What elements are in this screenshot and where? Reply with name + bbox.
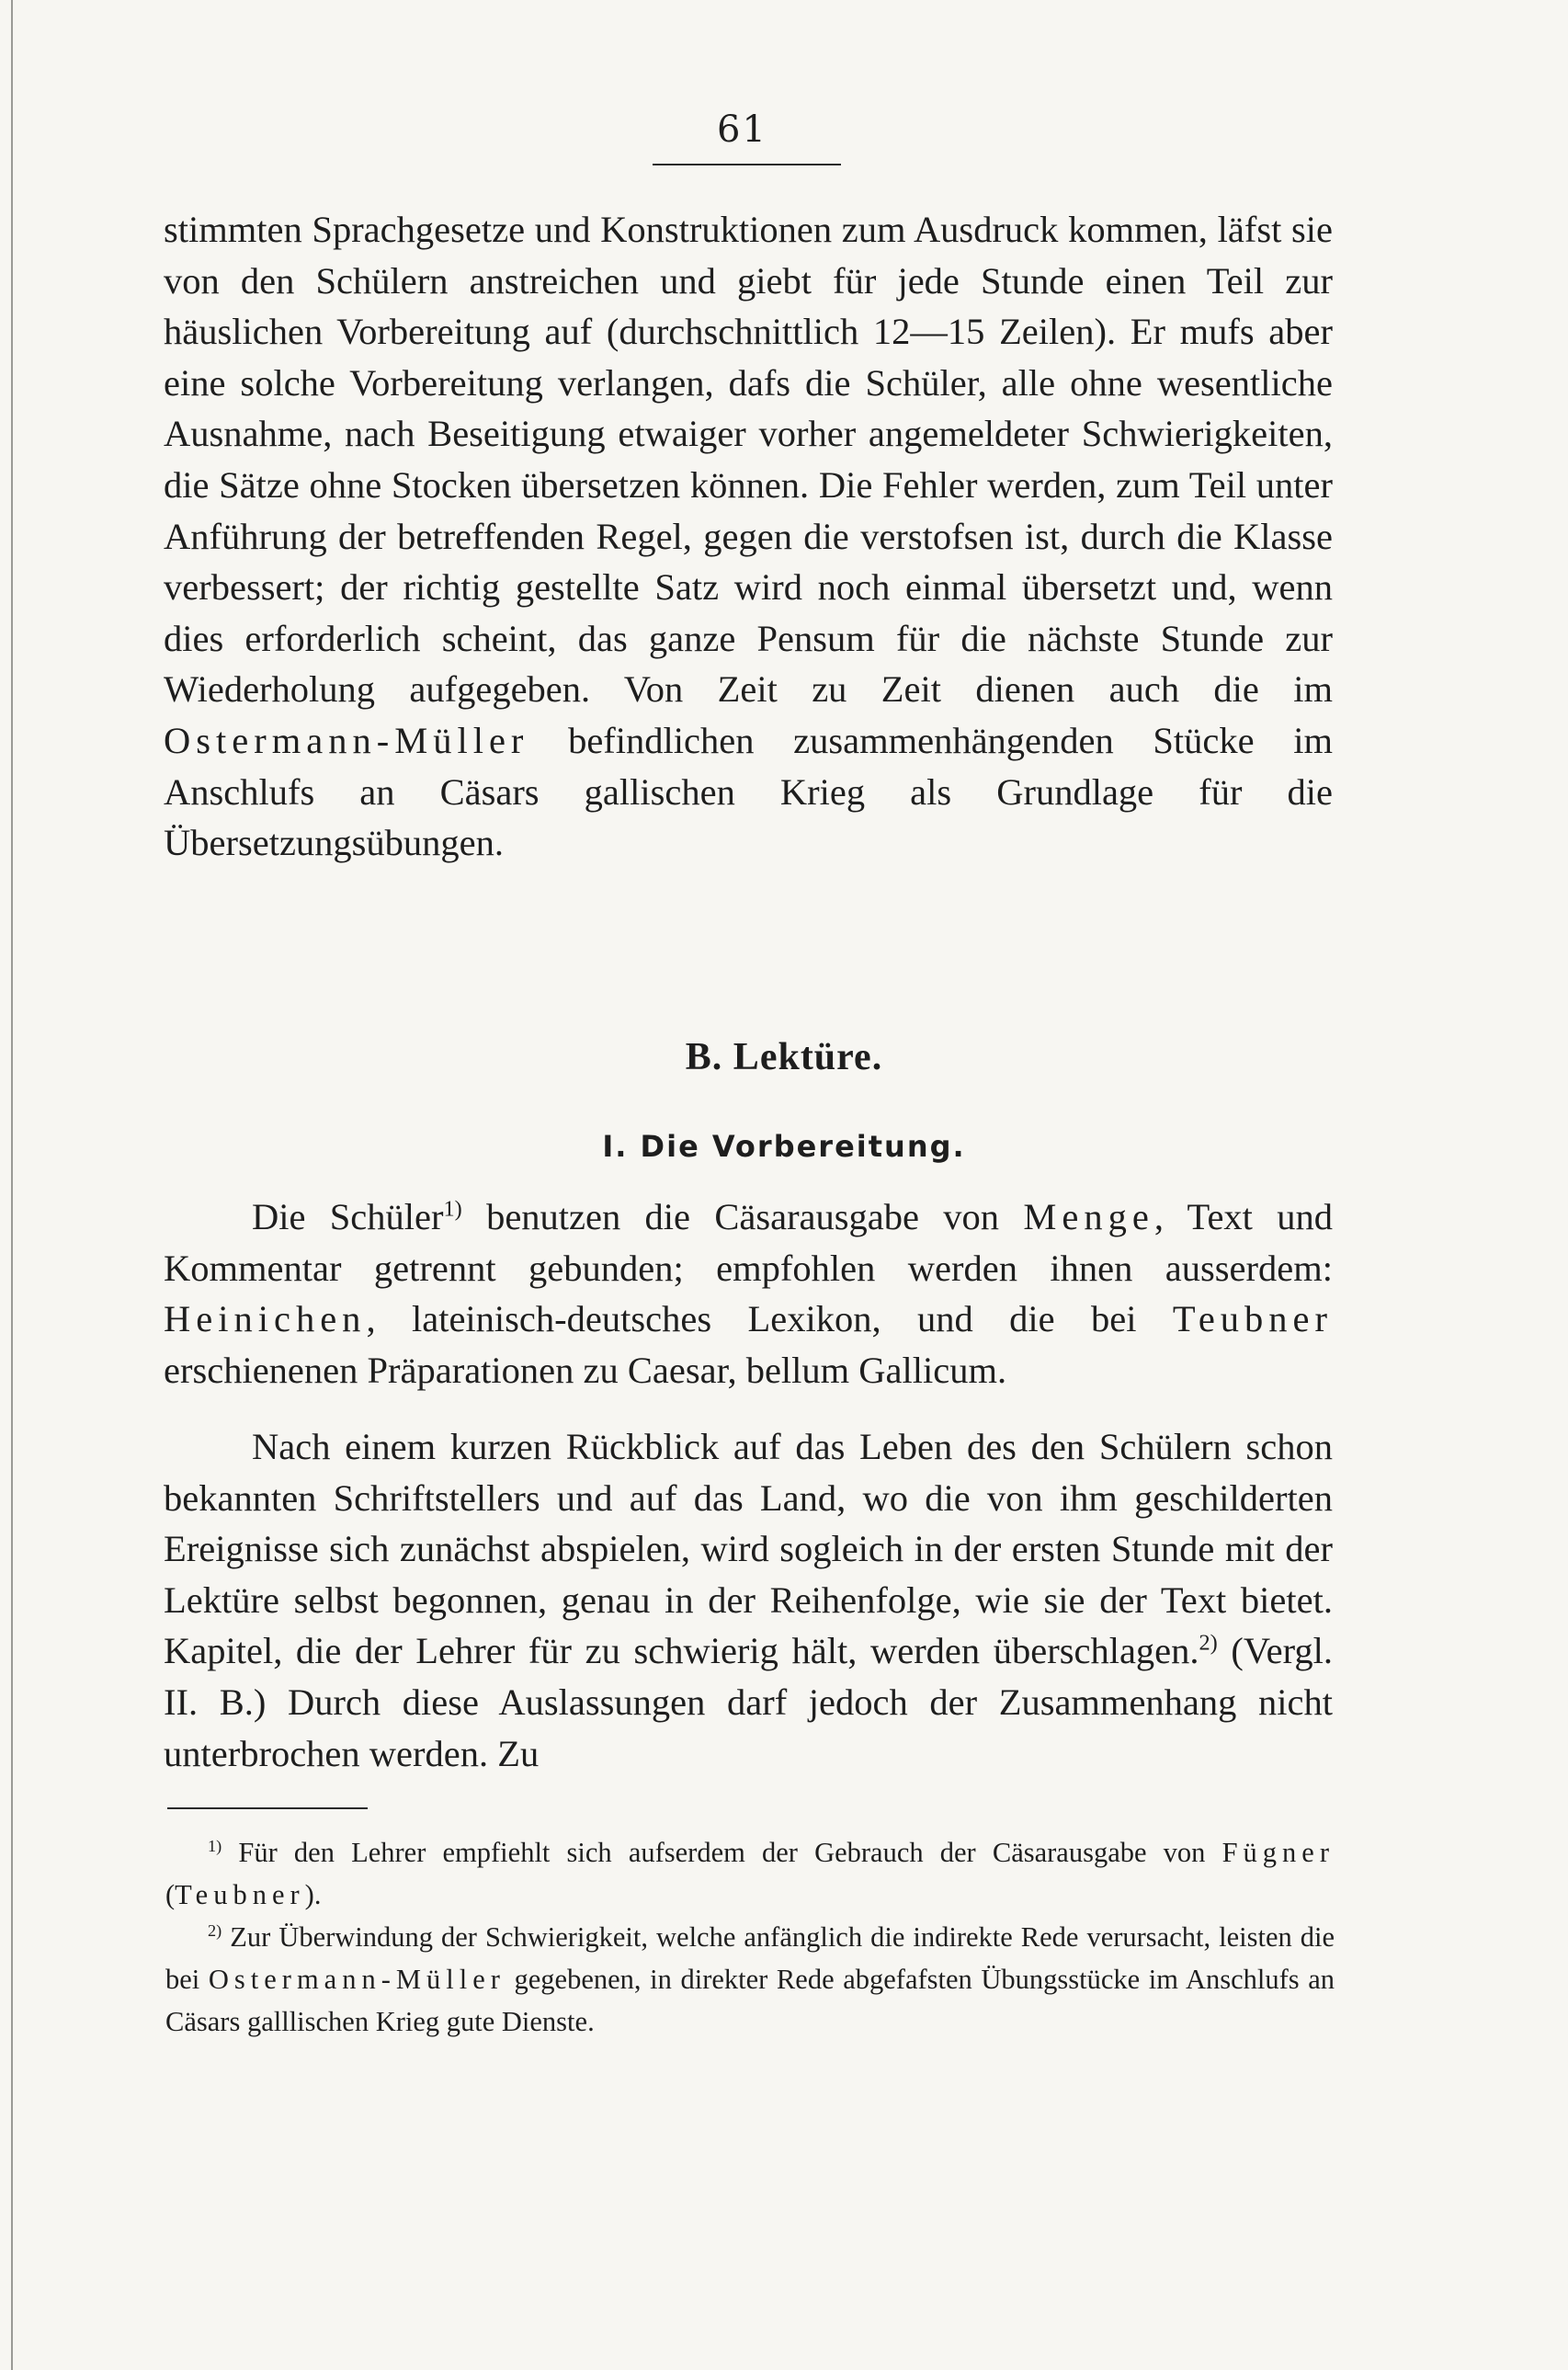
author-name: Ostermann-Müller: [164, 719, 529, 761]
footnote-rule: [167, 1807, 368, 1809]
paragraph-3-text-b: (Vergl. II. B.) Durch diese Auslassungen darf jedoch der Zusammenhang nicht unterbrochen werden. Zu: [164, 1630, 1333, 1774]
footnote-2-marker: 2): [208, 1920, 222, 1940]
paragraph-1-text: stimmten Sprachgesetze und Konstruktionen zum Ausdruck kommen, läfst sie von den Schülern anstreichen und giebt für jede Stunde einen Teil zur häuslichen Vorbereitung auf (durchschnittlich 12—15 Zeilen). Er mufs aber eine solche Vorbereitung verlangen, dafs die Schüler, alle ohne wesentliche Ausnahme, nach Beseitigung etwaiger vorher angemeldeter Schwierigkeiten, die Sätze ohne Stocken übersetzen können. Die Fehler werden, zum Teil unter Anführung der betreffenden Regel, gegen die verstofsen ist, durch die Klasse verbessert; der richtig gestellte Satz wird noch einmal übersetzt und, wenn dies erforderlich scheint, das ganze Pensum für die nächste Stunde zur Wiederholung aufgegeben. Von Zeit zu Zeit dienen auch die im: [164, 209, 1333, 711]
footnote-1-text-b: ).: [304, 1879, 322, 1910]
subsection-heading: I. Die Vorbereitung.: [602, 1129, 966, 1164]
paragraph-3-text-a: Nach einem kurzen Rückblick auf das Leben des den Schülern schon bekannten Schriftstellers und auf das Land, wo die von ihm geschilderten Ereignisse sich zunächst abspielen, wird sogleich in der ersten Stunde mit der Lektüre selbst begonnen, genau in der Reihenfolge, wie sie der Text bietet. Kapitel, die der Lehrer für zu schwierig hält, werden überschlagen.: [164, 1426, 1333, 1672]
paragraph-2: [164, 1191, 1333, 1396]
name-ostermann-mueller-footnote: Ostermann-Müller: [208, 1964, 506, 1995]
page-number-rule: [653, 164, 841, 165]
paragraph-1-end: befindlichen zusammenhängenden Stücke im Anschlufs an Cäsars gallischen Krieg als Grundlage für die Übersetzungsübungen.: [164, 719, 1333, 864]
paragraph-3: [164, 1421, 1333, 1779]
name-teubner-footnote: Teubner: [175, 1879, 305, 1910]
footnote-2: [165, 1916, 1335, 2043]
footnote-ref-2: 2): [1199, 1630, 1218, 1656]
paragraph-2-start: Die Schüler: [252, 1196, 444, 1237]
footnote-1-text-a: Für den Lehrer empfiehlt sich aufserdem der Gebrauch der Cäsarausgabe von: [238, 1837, 1206, 1868]
name-heinichen: Heinichen: [164, 1298, 367, 1340]
page-number: 61: [717, 108, 767, 151]
paragraph-2-text-c: , lateinisch-deutsches Lexikon, und die bei: [366, 1298, 1137, 1340]
paragraph-1: [164, 204, 1333, 869]
footnote-ref-1: 1): [443, 1196, 462, 1222]
paragraph-2-text-a: benutzen die Cäsarausgabe von: [486, 1196, 1000, 1237]
footnote-1-marker: 1): [208, 1836, 222, 1855]
name-menge: Menge: [1023, 1196, 1154, 1237]
footnote-2-text-b: gegebenen, in direkter Rede abgefafsten Übungsstücke im Anschlufs an Cäsars galllischen Krieg gute Dienste.: [165, 1964, 1335, 2037]
footnote-1: [165, 1831, 1335, 1916]
name-fuegner: Fügner: [1221, 1837, 1335, 1868]
name-teubner: Teubner: [1172, 1298, 1334, 1340]
paragraph-2-text-d: erschienenen Präparationen zu Caesar, bellum Gallicum.: [164, 1349, 1007, 1391]
footnote-2-text-a: Zur Überwindung der Schwierigkeit, welche anfänglich die indirekte Rede verursacht, leisten die bei: [165, 1921, 1335, 1995]
paragraph-2-text-b: , Text und Kommentar getrennt gebunden; empfohlen werden ihnen ausserdem:: [164, 1196, 1333, 1289]
page-left-edge: [11, 0, 13, 2370]
footnotes: [165, 1831, 1335, 2043]
footnote-1-paren: (: [165, 1879, 176, 1910]
section-heading: B. Lektüre.: [685, 1036, 883, 1078]
